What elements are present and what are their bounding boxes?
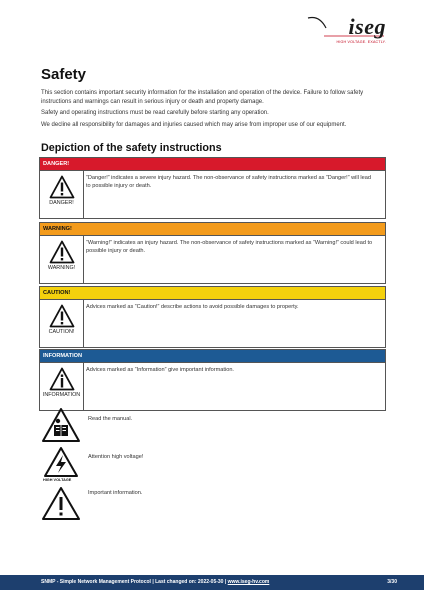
warning-box bbox=[39, 222, 386, 284]
warning-triangle-icon bbox=[49, 304, 75, 328]
warning-body bbox=[40, 235, 385, 283]
footer-website-link[interactable]: www.iseg-hv.com bbox=[227, 579, 270, 585]
high-voltage-icon bbox=[41, 446, 81, 480]
danger-text: “Danger!” indicates a severe injury hazard. The non-observance of safety instructions marked as “Danger!” will lead to possible injury or death. bbox=[86, 175, 372, 189]
legend-important-information bbox=[41, 486, 143, 527]
intro-paragraph: We decline all responsibility for damages and injuries caused which may arise from improper use of our equipment. bbox=[41, 121, 347, 128]
caution-header: CAUTION! bbox=[40, 287, 385, 299]
information-text: Advices marked as “Information” give important information. bbox=[86, 367, 234, 373]
warning-icon-cell bbox=[40, 236, 84, 283]
footer-left bbox=[41, 575, 269, 590]
legend-read-manual bbox=[41, 407, 133, 448]
page-title: Safety bbox=[41, 66, 87, 83]
danger-body bbox=[40, 170, 385, 218]
legend-high-voltage bbox=[41, 446, 144, 485]
intro-paragraph: This section contains important security information for the installation and operation of the device. Failure to follow safety instructions and warnings can result in serious injury or death and property damage. bbox=[41, 90, 364, 105]
high-voltage-icon-label: HIGH VOLTAGE bbox=[43, 478, 72, 482]
warning-text: “Warning!” indicates an injury hazard. The non-observance of safety instructions marked as “Warning!” could lead to possible injury or death. bbox=[86, 240, 373, 254]
logo-brand: iseg bbox=[348, 14, 386, 39]
caution-body bbox=[40, 299, 385, 347]
danger-icon-cell bbox=[40, 171, 84, 218]
information-body bbox=[40, 362, 385, 410]
caution-box bbox=[39, 286, 386, 348]
warning-icon-label: WARNING! bbox=[47, 265, 76, 271]
read-manual-icon bbox=[41, 407, 81, 443]
information-icon bbox=[49, 367, 75, 391]
footer-text: SNMP - Simple Network Management Protocol | Last changed on: 2022-05-30 | bbox=[41, 579, 228, 585]
important-information-icon bbox=[41, 486, 81, 522]
page-number: 3/30 bbox=[387, 579, 397, 585]
information-icon-cell bbox=[40, 363, 84, 410]
legend-important-information-text: Important information. bbox=[88, 490, 143, 496]
legend-read-manual-text: Read the manual. bbox=[88, 416, 133, 422]
information-icon-label: INFORMATION bbox=[42, 392, 81, 398]
warning-triangle-icon bbox=[49, 240, 75, 264]
danger-header: DANGER! bbox=[40, 158, 385, 170]
intro-text bbox=[41, 89, 386, 132]
danger-box bbox=[39, 157, 386, 219]
logo-tagline: HIGH VOLTAGE. EXACTLY. bbox=[336, 40, 386, 44]
caution-icon-cell bbox=[40, 300, 84, 347]
page-footer bbox=[0, 575, 424, 590]
intro-paragraph: Safety and operating instructions must be read carefully before starting any operation. bbox=[41, 110, 269, 117]
iseg-logo bbox=[306, 14, 386, 44]
caution-text: Advices marked as “Caution!” describe actions to avoid possible damages to property. bbox=[86, 304, 299, 310]
information-box bbox=[39, 349, 386, 411]
danger-icon-label: DANGER! bbox=[49, 200, 74, 206]
section-title: Depiction of the safety instructions bbox=[41, 142, 222, 154]
information-header: INFORMATION bbox=[40, 350, 385, 362]
warning-header: WARNING! bbox=[40, 223, 385, 235]
legend-high-voltage-text: Attention high voltage! bbox=[88, 454, 144, 460]
caution-icon-label: CAUTION! bbox=[48, 329, 75, 335]
warning-triangle-icon bbox=[49, 175, 75, 199]
